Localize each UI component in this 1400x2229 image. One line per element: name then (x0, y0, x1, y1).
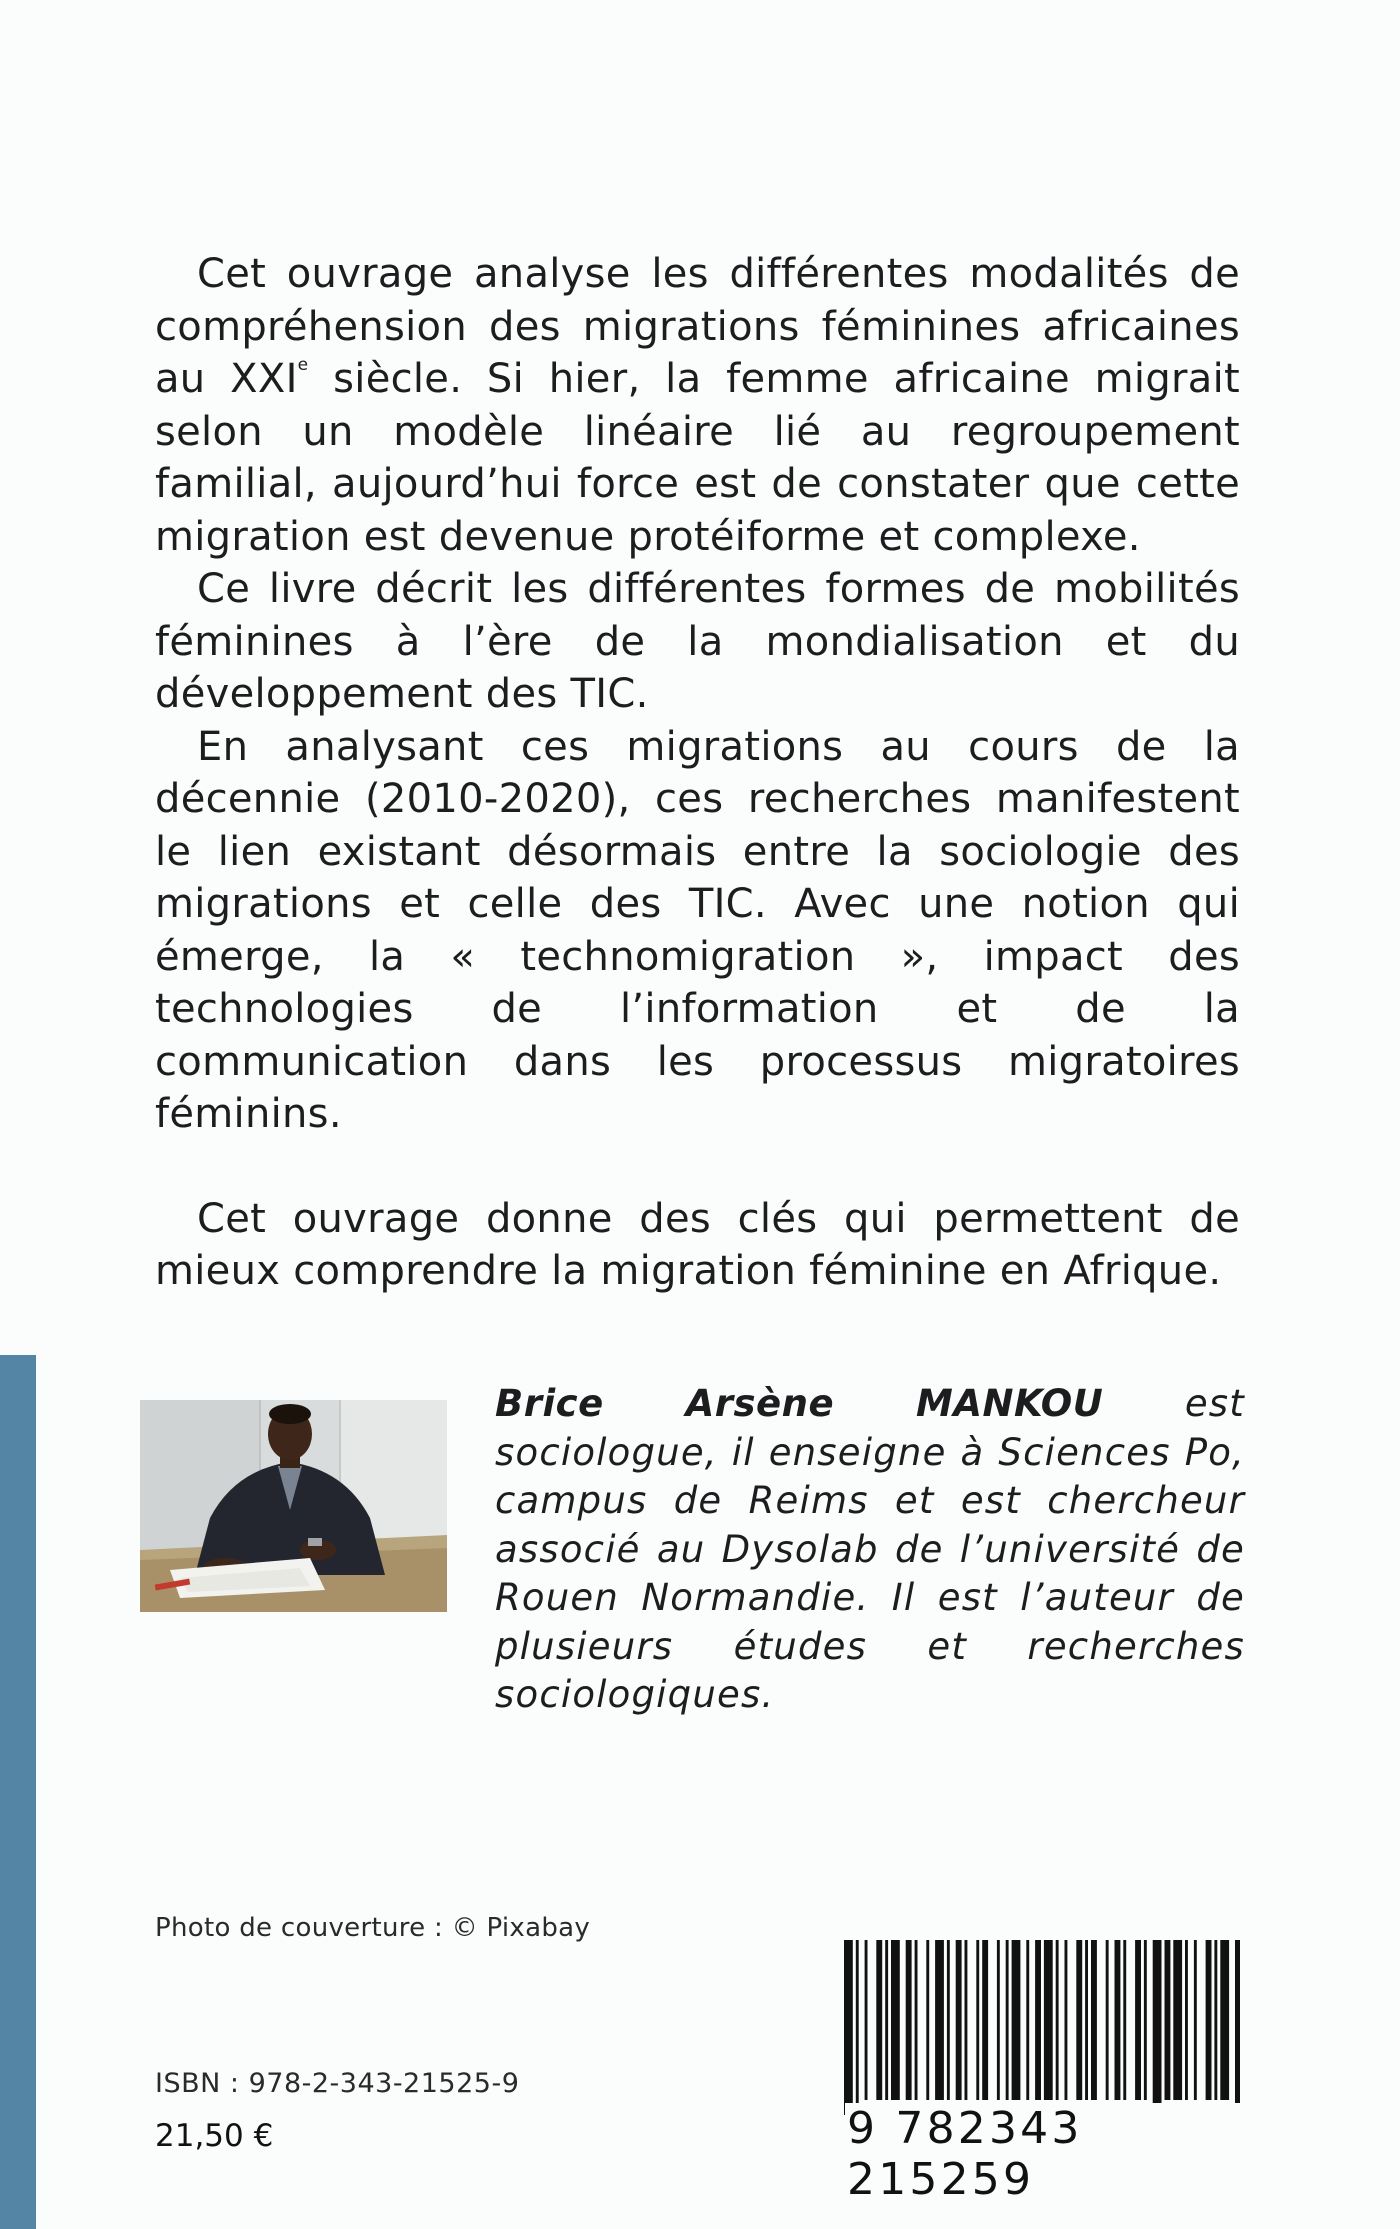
barcode-bar (1106, 1940, 1109, 2100)
barcode-bar (1235, 1940, 1240, 2115)
blurb-paragraph-1: Cet ouvrage analyse les différentes modalités de compréhension des migrations féminines africaines au XXIe siècle. Si hier, la femme africaine migrait selon un modèle linéaire lié au regroupement familial, aujourd’hui force est de constater que cette migration est devenue protéiforme et complexe. (155, 251, 1240, 560)
author-name: Brice Arsène MANKOU (495, 1382, 1104, 1425)
barcode-bar (1044, 1940, 1053, 2100)
blurb-paragraph-2: Ce livre décrit les différentes formes de mobilités féminines à l’ère de la mondialisation et du développement des TIC. (155, 566, 1240, 717)
barcode-bar (1153, 1940, 1162, 2115)
barcode-bar (1206, 1940, 1212, 2100)
back-cover-blurb (155, 248, 1240, 1298)
photo-credit: Photo de couverture : © Pixabay (155, 1913, 591, 1943)
price: 21,50 € (155, 2118, 274, 2154)
barcode-bar (891, 1940, 900, 2100)
isbn: ISBN : 978-2-343-21525-9 (155, 2068, 520, 2099)
barcode-bar (1076, 1940, 1082, 2100)
barcode-bar (1144, 1940, 1147, 2100)
barcode-bar (1091, 1940, 1097, 2100)
barcode-bar (1115, 1940, 1121, 2100)
barcode-bar (1056, 1940, 1059, 2100)
barcode-bar (982, 1940, 988, 2100)
side-accent-bar (0, 1355, 36, 2229)
barcode-bar (976, 1940, 979, 2100)
barcode (840, 1940, 1240, 2115)
barcode-digits: 9 782343 215259 (845, 2103, 1244, 2205)
barcode-bar (1123, 1940, 1126, 2100)
barcode-bar (1165, 1940, 1171, 2100)
barcode-bar (997, 1940, 1000, 2100)
barcode-bar (956, 1940, 962, 2100)
barcode-bar (1214, 1940, 1217, 2100)
barcode-bar (1173, 1940, 1182, 2100)
barcode-bar (965, 1940, 968, 2100)
barcode-bar (935, 1940, 944, 2100)
barcode-bar (947, 1940, 950, 2100)
barcode-bar (1035, 1940, 1041, 2100)
barcode-bar (906, 1940, 912, 2100)
barcode-bar (915, 1940, 918, 2100)
barcode-bar (844, 1940, 853, 2115)
blurb-paragraph-4: Cet ouvrage donne des clés qui permettent de mieux comprendre la migration féminine en Afrique. (155, 1195, 1240, 1294)
author-bio-text: est sociologue, il enseigne à Sciences Po, campus de Reims et est chercheur associé au Dysolab de l’université de Rouen Normandie. Il est l’auteur de plusieurs études et recherches sociologiques. (495, 1382, 1245, 1716)
barcode-bar (865, 1940, 868, 2100)
barcode-bar (876, 1940, 882, 2100)
barcode-bar (1220, 1940, 1229, 2100)
author-bio (495, 1380, 1245, 1720)
author-photo (140, 1400, 447, 1612)
barcode-bar (1185, 1940, 1188, 2100)
barcode-bar (1135, 1940, 1141, 2100)
barcode-bar (1085, 1940, 1088, 2100)
barcode-bar (926, 1940, 929, 2100)
barcode-bar (1194, 1940, 1197, 2100)
barcode-bar (1012, 1940, 1021, 2100)
barcode-bar (1006, 1940, 1009, 2100)
blurb-paragraph-3: En analysant ces migrations au cours de la décennie (2010-2020), ces recherches manifestent le lien existant désormais entre la sociologie des migrations et celle des TIC. Avec une notion qui émerge, la « technomigration », impact des technologies de l’information et de la communication dans les processus migratoires féminins. (155, 723, 1240, 1137)
century-superscript: e (297, 355, 309, 375)
barcode-bar (1026, 1940, 1029, 2100)
barcode-bar (856, 1940, 859, 2115)
barcode-bar (885, 1940, 888, 2100)
barcode-bar (1065, 1940, 1068, 2100)
